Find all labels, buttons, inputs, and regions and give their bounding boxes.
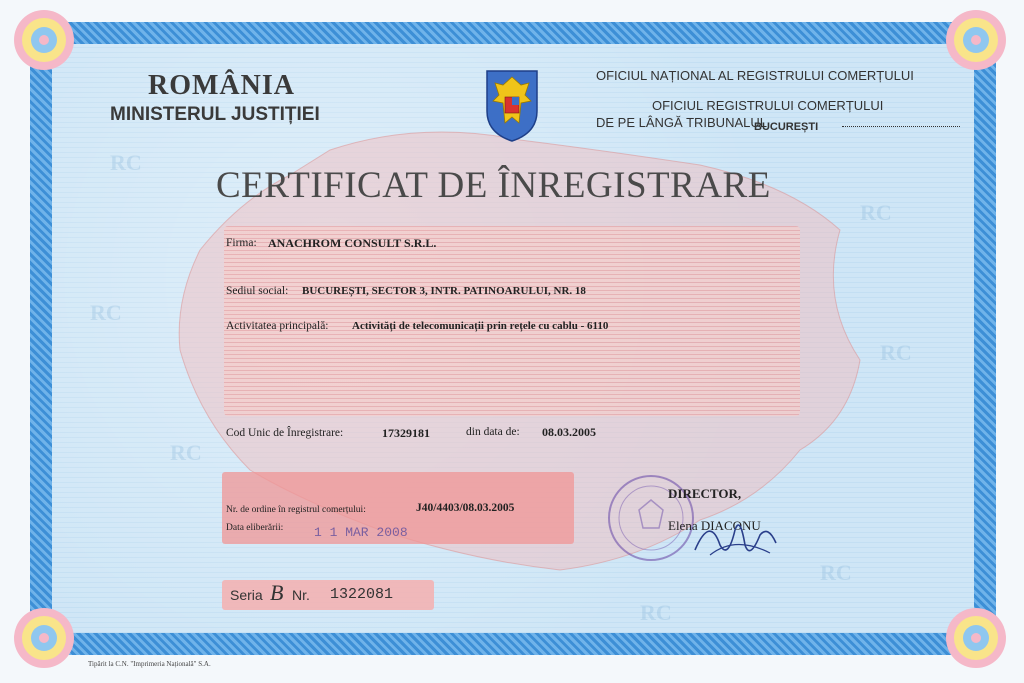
tribunal-heading: DE PE LÂNGĂ TRIBUNALUL (596, 115, 767, 130)
national-office-heading: OFICIUL NAȚIONAL AL REGISTRULUI COMERȚULUI (596, 68, 914, 83)
registration-date-value: 08.03.2005 (542, 425, 596, 439)
corner-rosette-icon (10, 6, 78, 74)
serial-nr-label: Nr. (292, 587, 310, 603)
issue-date-stamp: 1 1 MAR 2008 (314, 525, 408, 540)
firma-value: ANACHROM CONSULT S.R.L. (268, 236, 437, 250)
rc-watermark: RC (90, 300, 122, 325)
registry-office-heading: OFICIUL REGISTRULUI COMERȚULUI (652, 98, 884, 113)
signature-icon (690, 505, 780, 565)
printer-credit: Tipărit la C.N. "Imprimeria Națională" S.A. (88, 660, 211, 668)
director-name: Elena DIACONU (668, 518, 761, 533)
corner-rosette-icon (942, 6, 1010, 74)
order-number-value: J40/4403/08.03.2005 (416, 502, 515, 514)
director-title: DIRECTOR, (668, 486, 742, 501)
activitatea-value: Activități de telecomunicații prin rețele cu cablu - 6110 (352, 320, 609, 332)
serial-letter: B (270, 580, 284, 605)
rc-watermark: RC (820, 560, 852, 585)
rc-watermark: RC (860, 200, 892, 225)
firma-label: Firma: (226, 237, 257, 249)
cui-label: Cod Unic de Înregistrare: (226, 427, 344, 439)
rc-watermark: RC (110, 150, 142, 175)
issue-date-label: Data eliberării: (226, 523, 284, 533)
cui-value: 17329181 (382, 426, 430, 440)
serial-number: 1322081 (330, 586, 394, 603)
rc-watermark: RC (640, 600, 672, 625)
rc-watermark: RC (170, 440, 202, 465)
corner-rosette-icon (942, 604, 1010, 672)
coat-of-arms-icon (483, 67, 541, 143)
corner-rosette-icon (10, 604, 78, 672)
rc-watermark: RC (880, 340, 912, 365)
serial-label: Seria (230, 587, 263, 603)
ministry-heading: MINISTERUL JUSTIȚIEI (110, 104, 320, 125)
fill-in-line (842, 126, 960, 127)
sediul-label: Sediul social: (226, 285, 289, 297)
activitatea-label: Activitatea principală: (226, 320, 329, 332)
country-heading: ROMÂNIA (148, 70, 295, 101)
sediul-value: BUCUREȘTI, SECTOR 3, INTR. PATINOARULUI, NR. 18 (302, 285, 586, 297)
certificate-title: CERTIFICAT DE ÎNREGISTRARE (216, 165, 771, 206)
order-number-label: Nr. de ordine în registrul comerțului: (226, 505, 366, 515)
city-value: BUCUREȘTI (754, 121, 819, 133)
registration-date-label: din data de: (466, 426, 520, 438)
